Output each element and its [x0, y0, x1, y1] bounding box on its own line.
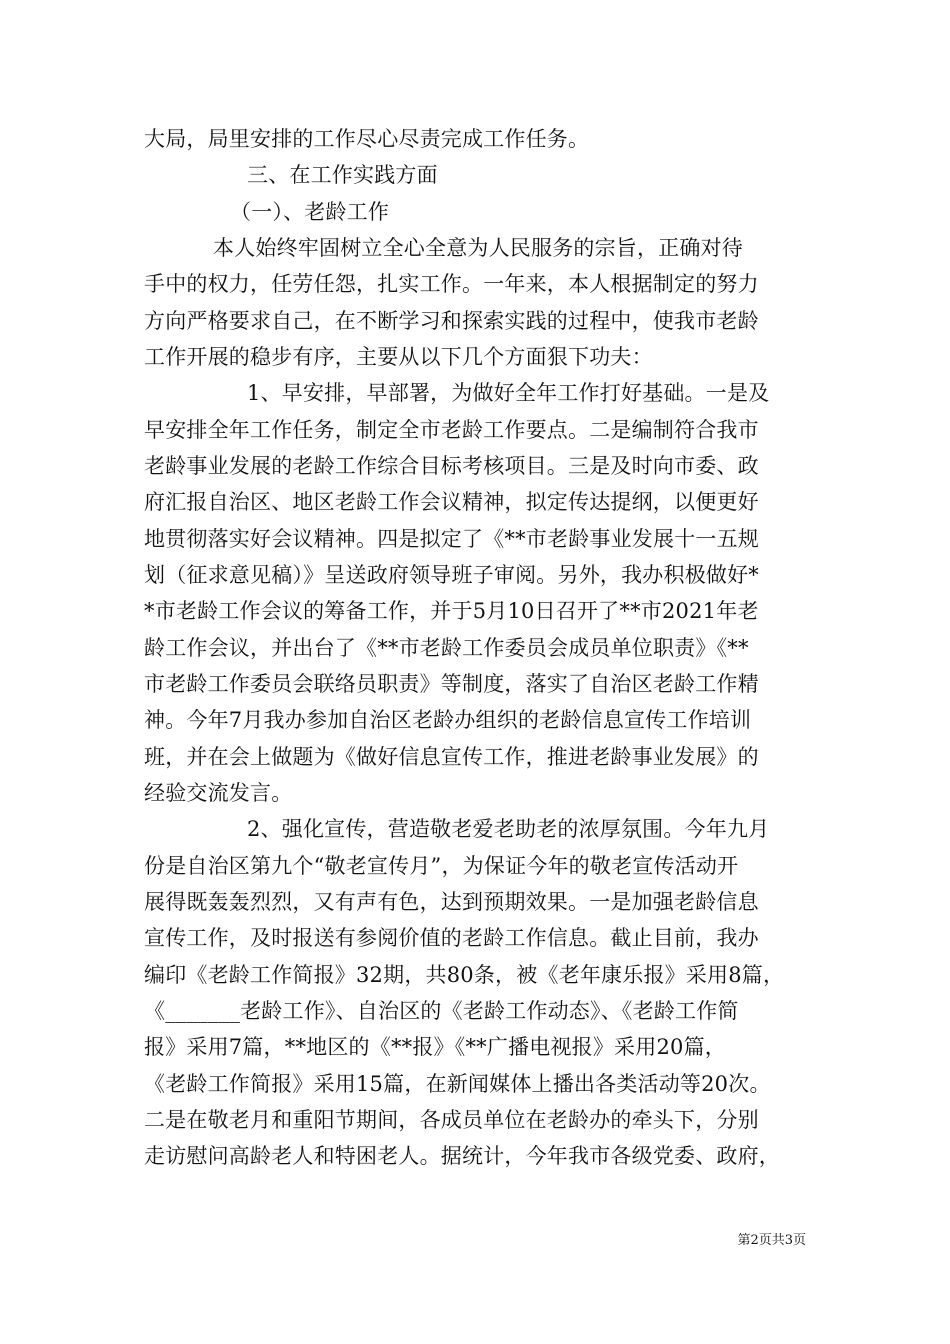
text-line-29: 走访慰问高龄老人和特困老人。据统计，今年我市各级党委、政府，: [144, 1144, 780, 1168]
text-line-23: 宣传工作，及时报送有参阅价值的老龄工作信息。截止目前，我办: [144, 926, 759, 950]
subsection-heading: （一）、老龄工作: [230, 200, 390, 224]
text-line-7: 工作开展的稳步有序，主要从以下几个方面狠下功夫：: [144, 345, 653, 369]
text-line-6: 方向严格要求自己，在不断学习和探索实践的过程中，使我市老龄: [144, 309, 759, 333]
text-line-4: 本人始终牢固树立全心全意为人民服务的宗旨，正确对待: [213, 236, 743, 260]
text-line-26: 报》采用7篇，**地区的《**报》《**广播电视报》采用20篇，: [144, 1035, 726, 1059]
section-heading: 三、在工作实践方面: [247, 163, 438, 187]
text-line-13: 划（征求意见稿）》呈送政府领导班子审阅。另外，我办积极做好*: [144, 563, 759, 587]
text-line-17: 神。今年7月我办参加自治区老龄办组织的老龄信息宣传工作培训: [144, 708, 752, 732]
text-line-12: 地贯彻落实好会议精神。四是拟定了《**市老龄事业发展十一五规: [144, 527, 759, 551]
text-line-24: 编印《老龄工作简报》32期，共80条，被《老年康乐报》采用8篇，: [144, 963, 785, 987]
text-line-14: *市老龄工作会议的筹备工作，并于5月10日召开了**市2021年老: [144, 599, 759, 623]
text-line-10: 老龄事业发展的老龄工作综合目标考核项目。三是及时向市委、政: [144, 454, 759, 478]
text-line-18: 班，并在会上做题为《做好信息宣传工作，推进老龄事业发展》的: [144, 745, 759, 769]
text-line-22: 展得既轰轰烈烈，又有声有色，达到预期效果。一是加强老龄信息: [144, 890, 759, 914]
text-line-25: 《_______老龄工作》、自治区的《老龄工作动态》、《老龄工作简: [144, 999, 739, 1023]
text-line-15: 龄工作会议，并出台了《**市老龄工作委员会成员单位职责》《**: [144, 636, 749, 660]
text-line-8: 1、早安排，早部署，为做好全年工作打好基础。一是及: [247, 381, 770, 405]
text-line-27: 《老龄工作简报》采用15篇，在新闻媒体上播出各类活动等20次。: [144, 1072, 771, 1096]
text-line-20: 2、强化宣传，营造敬老爱老助老的浓厚氛围。今年九月: [247, 817, 770, 841]
text-line-19: 经验交流发言。: [144, 781, 293, 805]
text-line-5: 手中的权力，任劳任怨，扎实工作。一年来，本人根据制定的努力: [144, 272, 759, 296]
text-line-11: 府汇报自治区、地区老龄工作会议精神，拟定传达提纲，以便更好: [144, 490, 759, 514]
text-line-21: 份是自治区第九个“敬老宣传月”，为保证今年的敬老宣传活动开: [144, 854, 739, 878]
text-line-16: 市老龄工作委员会联络员职责》等制度，落实了自治区老龄工作精: [144, 672, 759, 696]
text-line-1: 大局，局里安排的工作尽心尽责完成工作任务。: [144, 127, 590, 151]
page-number-footer: 第2页共3页: [737, 1233, 806, 1248]
text-line-28: 二是在敬老月和重阳节期间，各成员单位在老龄办的牵头下，分别: [144, 1108, 759, 1132]
text-line-9: 早安排全年工作任务，制定全市老龄工作要点。二是编制符合我市: [144, 418, 759, 442]
